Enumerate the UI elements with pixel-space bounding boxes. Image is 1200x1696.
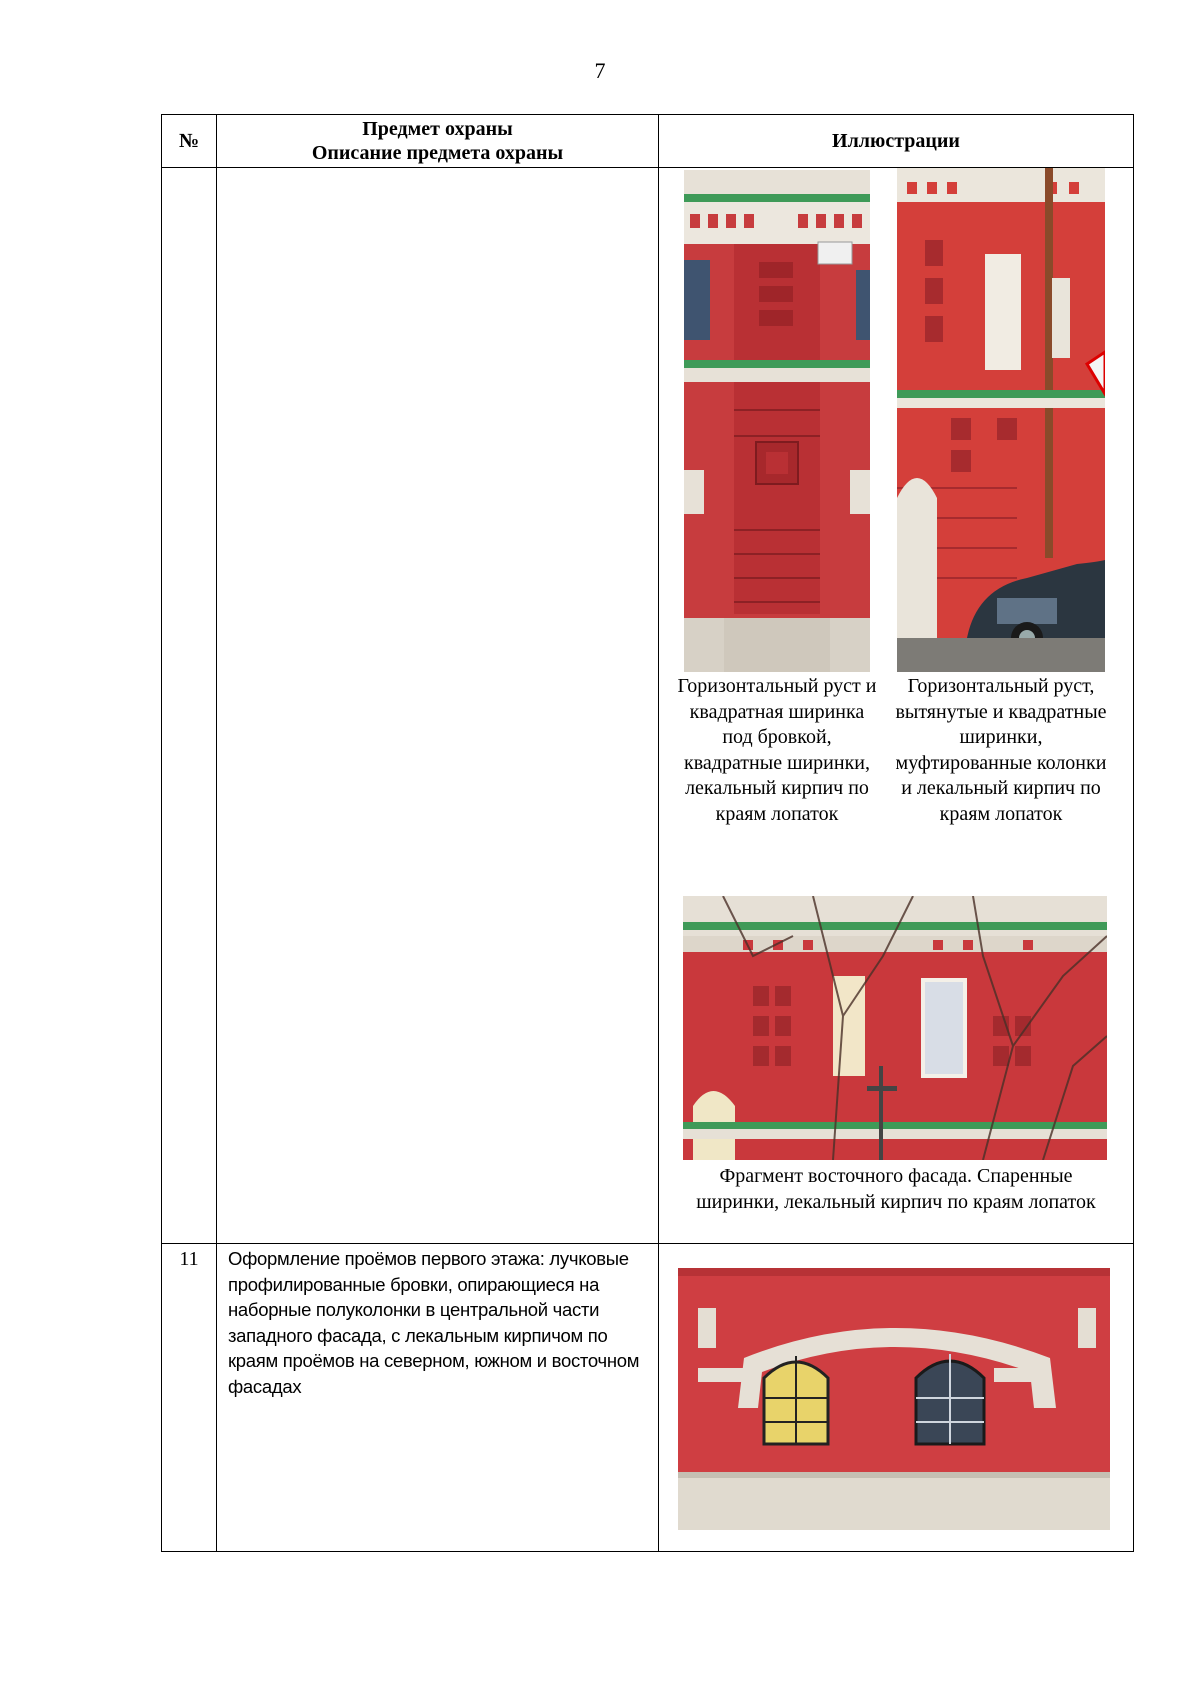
row-description — [217, 168, 659, 1244]
table-row — [162, 168, 1134, 1244]
table-header-row — [162, 115, 1134, 168]
photo-corner-drainpipe — [897, 168, 1105, 672]
page-number: 7 — [594, 58, 606, 83]
photo-arched-windows — [678, 1268, 1110, 1530]
caption-east-facade: Фрагмент восточного фасада. Спаренные ширинки, лекальный кирпич по краям лопаток — [696, 1165, 1096, 1213]
photo-east-facade — [683, 896, 1107, 1160]
row-description: Оформление проёмов первого этажа: лучковые профилированные бровки, опирающиеся на наборные полуколонки в центральной части западного фасада, с лекальным кирпичом по краям проёмов на северном, южном и восточном фасадах — [217, 1244, 659, 1552]
header-subject — [217, 115, 659, 168]
illustrations-cell — [659, 168, 1134, 1244]
caption-pilaster: Горизонтальный руст и квадратная ширинка под бровкой, квадратные ширинки, лекальный кирпич по краям лопаток — [677, 675, 877, 825]
photo-pilaster-rustication — [684, 170, 870, 672]
table-row — [162, 1244, 1134, 1552]
header-illustrations: Иллюстрации — [659, 115, 1134, 168]
protection-table — [161, 114, 1134, 1552]
header-subject-description: Описание предмета охраны — [311, 142, 564, 164]
header-subject-title: Предмет охраны — [362, 118, 513, 140]
illustrations-cell — [659, 1244, 1134, 1552]
header-number: № — [162, 115, 217, 168]
row-number — [162, 168, 217, 1244]
row-number: 11 — [162, 1244, 217, 1552]
caption-corner: Горизонтальный руст, вытянутые и квадратные ширинки, муфтированные колонки и лекальный кирпич по краям лопаток — [895, 675, 1107, 825]
